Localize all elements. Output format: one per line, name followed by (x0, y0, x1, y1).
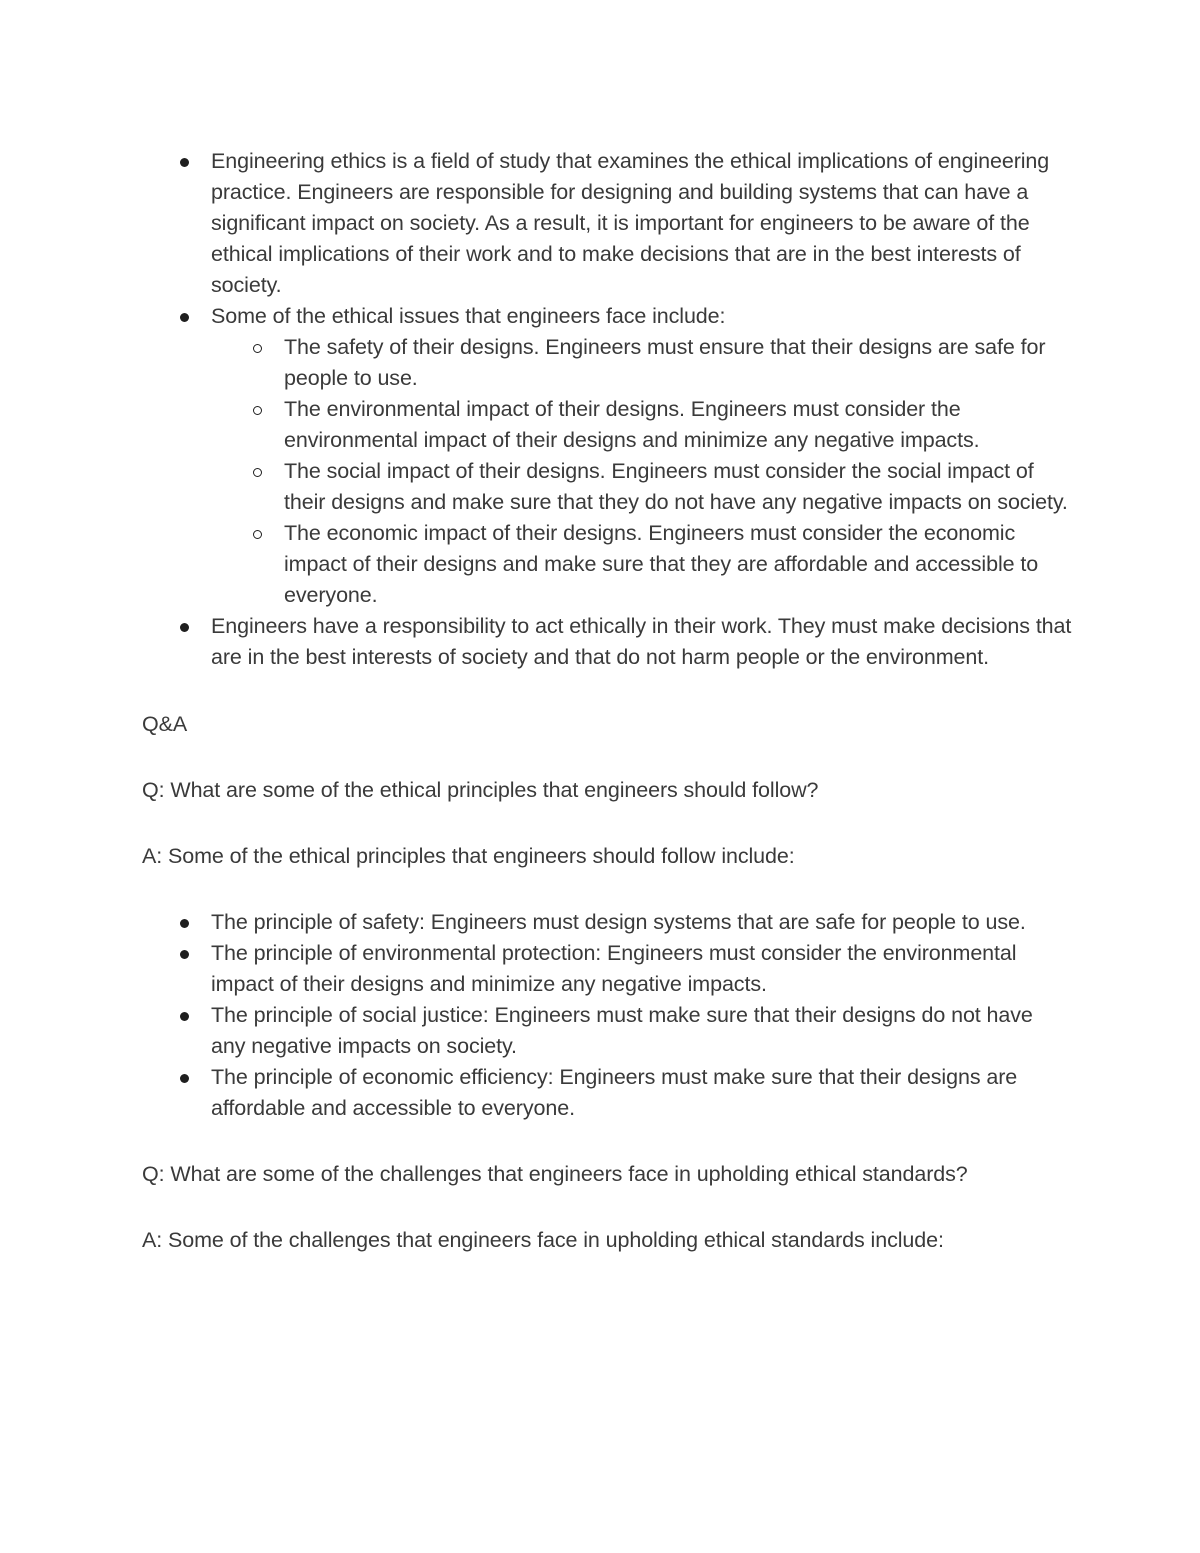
bullet-text: Some of the ethical issues that engineers face include: (211, 304, 726, 328)
answer-2: A: Some of the challenges that engineers face in upholding ethical standards include: (142, 1228, 944, 1252)
sub-list-item (144, 394, 1072, 456)
principle-text: The principle of environmental protection: Engineers must consider the environmental impact of their designs and minimize any negative impacts. (211, 941, 1017, 996)
principle-text: The principle of economic efficiency: Engineers must make sure that their designs are affordable and accessible to everyone. (211, 1065, 1018, 1120)
principles-bullet-list (142, 907, 1072, 1124)
document-content (142, 146, 1072, 1256)
sub-bullet-text: The environmental impact of their designs. Engineers must consider the environmental impact of their designs and minimize any negative impacts. (284, 397, 980, 452)
sub-bullet-text: The safety of their designs. Engineers must ensure that their designs are safe for people to use. (284, 335, 1046, 390)
bullet-text: Engineering ethics is a field of study that examines the ethical implications of engineering practice. Engineers are responsible for designing and building systems that can have a significant impact on society. As a result, it is important for engineers to be aware of the ethical implications of their work and to make decisions that are in the best interests of society. (211, 149, 1050, 297)
ethical-issues-sublist (213, 332, 1072, 611)
question-2: Q: What are some of the challenges that engineers face in upholding ethical standards? (142, 1162, 968, 1186)
list-item (142, 611, 1072, 673)
list-item (142, 301, 1072, 611)
sub-bullet-text: The economic impact of their designs. Engineers must consider the economic impact of their designs and make sure that they are affordable and accessible to everyone. (284, 521, 1039, 607)
qa-heading: Q&A (142, 712, 188, 736)
bullet-text: Engineers have a responsibility to act ethically in their work. They must make decisions that are in the best interests of society and that do not harm people or the environment. (211, 614, 1072, 669)
principle-text: The principle of safety: Engineers must design systems that are safe for people to use. (211, 910, 1026, 934)
list-item (142, 907, 1072, 938)
list-item (142, 1000, 1072, 1062)
list-item (142, 1062, 1072, 1124)
list-item (142, 938, 1072, 1000)
ethics-bullet-list (142, 146, 1072, 673)
list-item (142, 146, 1072, 301)
sub-list-item (144, 332, 1072, 394)
sub-list-item (144, 456, 1072, 518)
sub-list-item (144, 518, 1072, 611)
principle-text: The principle of social justice: Engineers must make sure that their designs do not have any negative impacts on society. (211, 1003, 1033, 1058)
question-1: Q: What are some of the ethical principles that engineers should follow? (142, 778, 819, 802)
sub-bullet-text: The social impact of their designs. Engineers must consider the social impact of their designs and make sure that they do not have any negative impacts on society. (284, 459, 1068, 514)
answer-1: A: Some of the ethical principles that engineers should follow include: (142, 844, 795, 868)
